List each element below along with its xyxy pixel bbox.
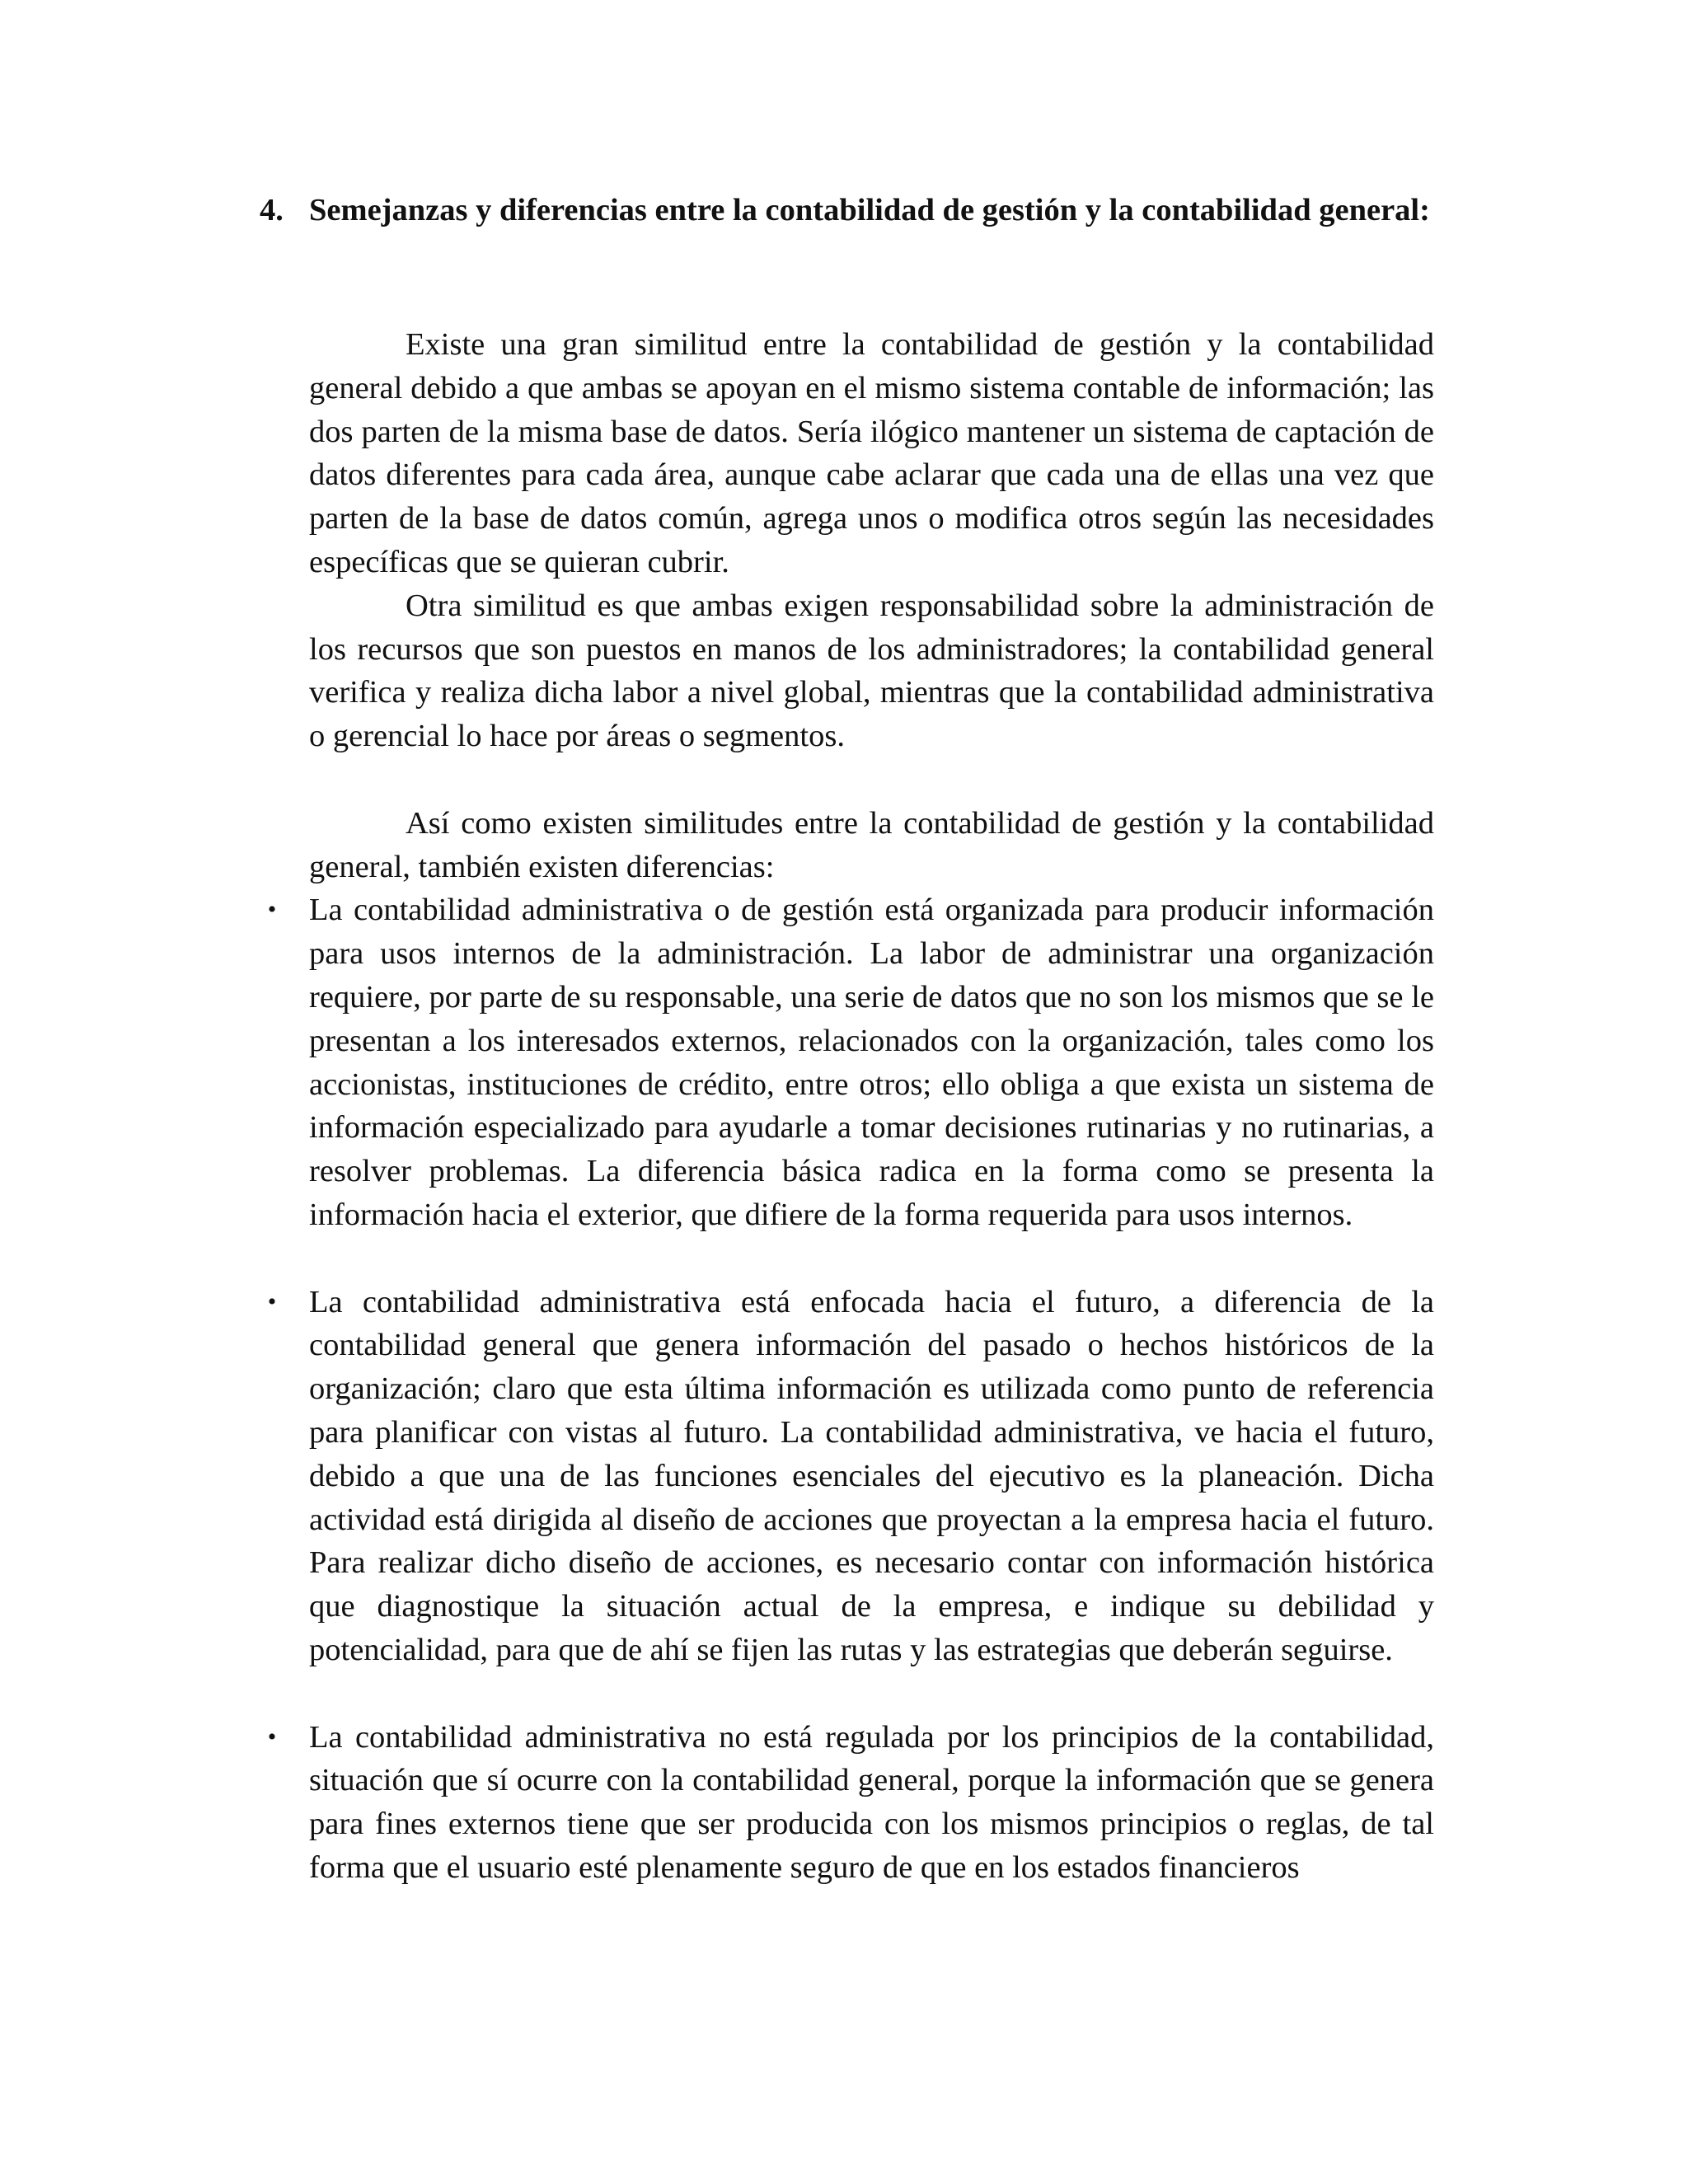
section-number: 4. (260, 193, 284, 227)
document-body (267, 323, 1434, 1890)
paragraph-spacer (309, 758, 1434, 802)
list-item-text: La contabilidad administrativa no está regulada por los principios de la contabilidad, situación que sí ocurre con la contabilidad general, porque la información que se genera para fines externos tiene que ser producida con los mismos principios o reglas, de tal forma que el usuario esté plenamente seguro de que en los estados financieros (309, 1719, 1434, 1885)
bullet-icon: • (267, 1722, 277, 1750)
list-spacer (309, 1672, 1434, 1716)
list-item-text: La contabilidad administrativa o de gestión está organizada para producir información para usos internos de la administración. La labor de administrar una organización requiere, por parte de su responsable, una serie de datos que no son los mismos que se le presentan a los interesados externos, relacionados con la organización, tales como los accionistas, instituciones de crédito, entre otros; ello obliga a que exista un sistema de información especializado para ayudarle a tomar decisiones rutinarias y no rutinarias, a resolver problemas. La diferencia básica radica en la forma como se presenta la información hacia el exterior, que difiere de la forma requerida para usos internos. (309, 893, 1434, 1232)
list-item (267, 1716, 1434, 1890)
list-item-text: La contabilidad administrativa está enfocada hacia el futuro, a diferencia de la contabilidad general que genera información del pasado o hechos históricos de la organización; claro que esta última información es utilizada como punto de referencia para planificar con vistas al futuro. La contabilidad administrativa, ve hacia el futuro, debido a que una de las funciones esenciales del ejecutivo es la planeación. Dicha actividad está dirigida al diseño de acciones que proyectan a la empresa hacia el futuro. Para realizar dicho diseño de acciones, es necesario contar con información histórica que diagnostique la situación actual de la empresa, e indique su debilidad y potencialidad, para que de ahí se fijen las rutas y las estrategias que deberán seguirse. (309, 1284, 1434, 1667)
paragraph-differences-intro: Así como existen similitudes entre la contabilidad de gestión y la contabilidad general, también existen diferencias: (309, 805, 1434, 884)
section-title: Semejanzas y diferencias entre la contabilidad de gestión y la contabilidad general: (309, 193, 1430, 227)
list-spacer (309, 1237, 1434, 1281)
bullet-icon: • (267, 1287, 277, 1315)
list-item (267, 888, 1434, 1236)
bullet-icon: • (267, 896, 277, 924)
differences-list (267, 888, 1434, 1889)
paragraph-similarity-2: Otra similitud es que ambas exigen responsabilidad sobre la administración de los recursos que son puestos en manos de los administradores; la contabilidad general verifica y realiza dicha labor a nivel global, mientras que la contabilidad administrativa o gerencial lo hace por áreas o segmentos. (309, 588, 1434, 754)
section-heading (260, 188, 1434, 232)
list-item (267, 1281, 1434, 1672)
paragraph-similarity-1: Existe una gran similitud entre la contabilidad de gestión y la contabilidad general debido a que ambas se apoyan en el mismo sistema contable de información; las dos parten de la misma base de datos. Sería ilógico mantener un sistema de captación de datos diferentes para cada área, aunque cabe aclarar que cada una de ellas una vez que parten de la base de datos común, agrega unos o modifica otros según las necesidades específicas que se quieran cubrir. (309, 327, 1434, 579)
